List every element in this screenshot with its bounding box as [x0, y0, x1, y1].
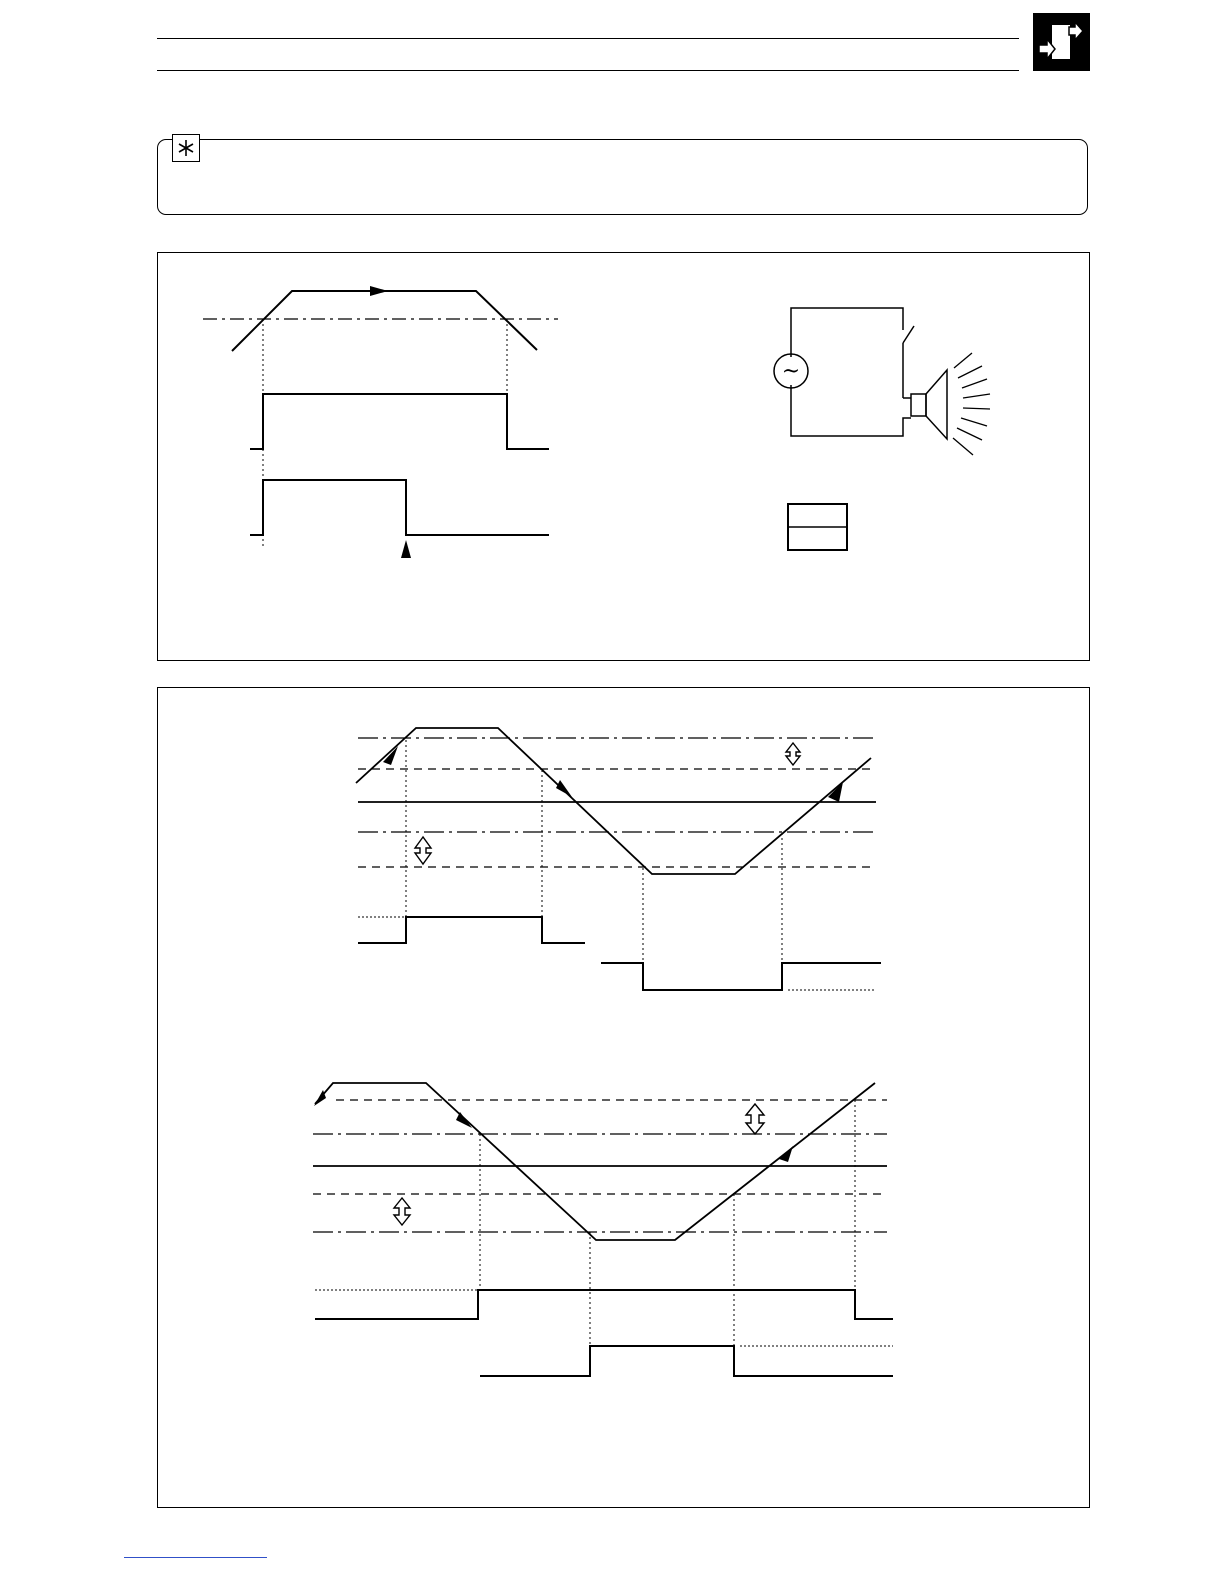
horn-speaker-icon [911, 394, 926, 416]
ac-source-symbol: ~ [781, 359, 801, 384]
bottom-figure-panel [157, 687, 1090, 1508]
ac-source-switch-horn-circuit [774, 308, 990, 455]
sound-waves-icon [953, 353, 990, 455]
hysteresis-switching-waveform [203, 286, 558, 558]
footer-link-underline[interactable] [124, 1557, 267, 1558]
display-box-icon [788, 504, 847, 550]
